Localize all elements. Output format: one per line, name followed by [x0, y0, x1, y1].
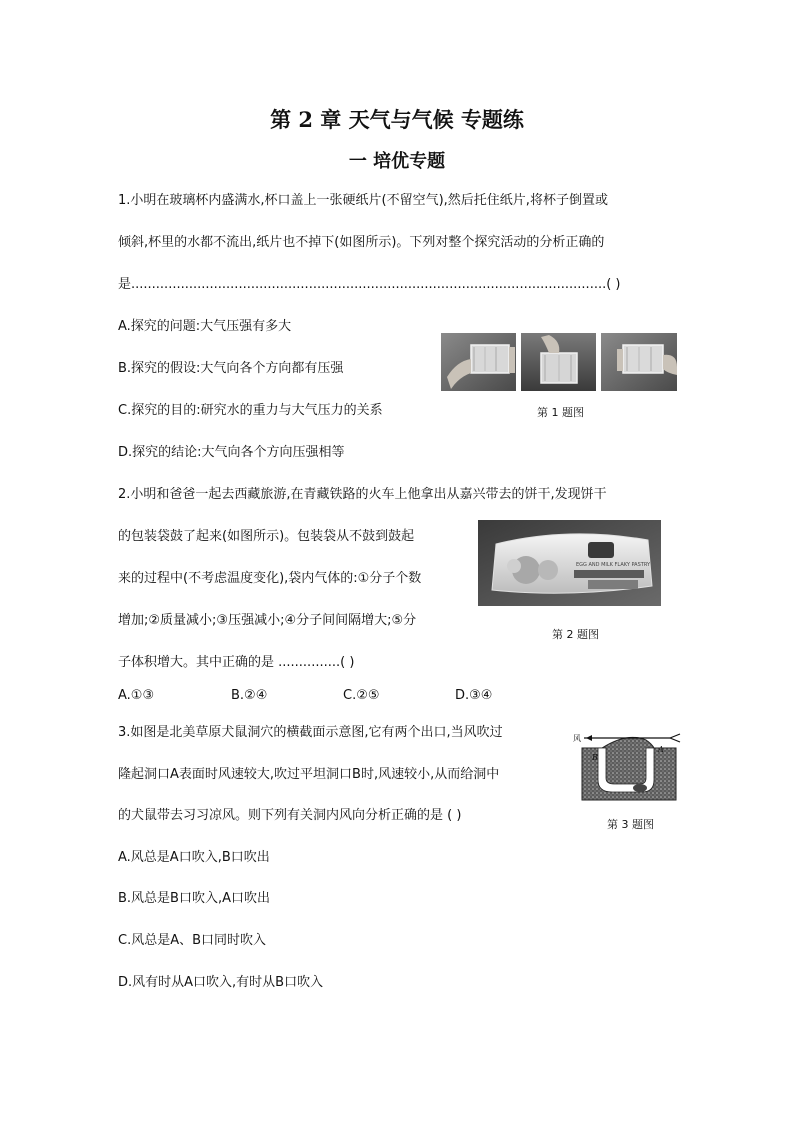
- q3-figure-caption: 第 3 题图: [607, 818, 654, 831]
- q2-option-c: C.②⑤: [343, 688, 380, 703]
- q3-figure-label-b: B: [592, 753, 598, 762]
- q2-stem-line4: 增加;②质量减小;③压强减小;④分子间间隔增大;⑤分: [118, 613, 417, 628]
- q1-stem-line1: 1.小明在玻璃杯内盛满水,杯口盖上一张硬纸片(不留空气),然后托住纸片,将杯子倒置或: [118, 193, 608, 208]
- page-title: 第 2 章 天气与气候 专题练: [270, 107, 524, 132]
- q1-option-c: C.探究的目的:研究水的重力与大气压力的关系: [118, 403, 383, 418]
- q3-option-a: A.风总是A口吹入,B口吹出: [118, 850, 270, 865]
- q1-option-a: A.探究的问题:大气压强有多大: [118, 319, 292, 334]
- q2-figure-caption: 第 2 题图: [552, 628, 599, 641]
- q2-stem-line2: 的包装袋鼓了起来(如图所示)。包装袋从不鼓到鼓起: [118, 529, 415, 544]
- q1-stem-line2: 倾斜,杯里的水都不流出,纸片也不掉下(如图所示)。下列对整个探究活动的分析正确的: [118, 235, 605, 250]
- q3-stem-line3: 的犬鼠带去习习凉风。则下列有关洞内风向分析正确的是 ( ): [118, 808, 462, 823]
- section-subtitle: 一 培优专题: [348, 151, 446, 172]
- q1-figure-caption: 第 1 题图: [537, 406, 584, 419]
- q1-photo-3: [601, 333, 677, 391]
- q2-package-text: EGG AND MILK FLAKY PASTRY: [576, 562, 651, 568]
- q2-option-b: B.②④: [231, 688, 268, 703]
- q2-figure: [478, 520, 661, 606]
- q3-stem-line2: 隆起洞口A表面时风速较大,吹过平坦洞口B时,风速较小,从而给洞中: [118, 767, 500, 782]
- q1-option-d: D.探究的结论:大气向各个方向压强相等: [118, 445, 345, 460]
- q3-figure-wind-label: 风: [573, 734, 581, 743]
- q2-stem-line1: 2.小明和爸爸一起去西藏旅游,在青藏铁路的火车上他拿出从嘉兴带去的饼干,发现饼干: [118, 487, 607, 502]
- q3-option-b: B.风总是B口吹入,A口吹出: [118, 891, 270, 906]
- q2-option-a: A.①③: [118, 688, 155, 703]
- q1-option-b: B.探究的假设:大气向各个方向都有压强: [118, 361, 344, 376]
- q3-option-d: D.风有时从A口吹入,有时从B口吹入: [118, 975, 324, 990]
- q3-figure: [572, 728, 684, 802]
- q2-option-d: D.③④: [455, 688, 493, 703]
- q1-stem-line3: 是...................................................................................................................( ): [118, 277, 621, 292]
- q3-figure-label-a: A: [658, 745, 664, 754]
- q3-option-c: C.风总是A、B口同时吹入: [118, 933, 267, 948]
- q3-stem-line1: 3.如图是北美草原犬鼠洞穴的横截面示意图,它有两个出口,当风吹过: [118, 725, 503, 740]
- q2-stem-line5: 子体积增大。其中正确的是 ...............( ): [118, 655, 355, 670]
- q1-figure: [441, 333, 677, 391]
- q2-stem-line3: 来的过程中(不考虑温度变化),袋内气体的:①分子个数: [118, 571, 422, 586]
- q1-photo-1: [441, 333, 516, 391]
- q1-photo-2: [521, 333, 596, 391]
